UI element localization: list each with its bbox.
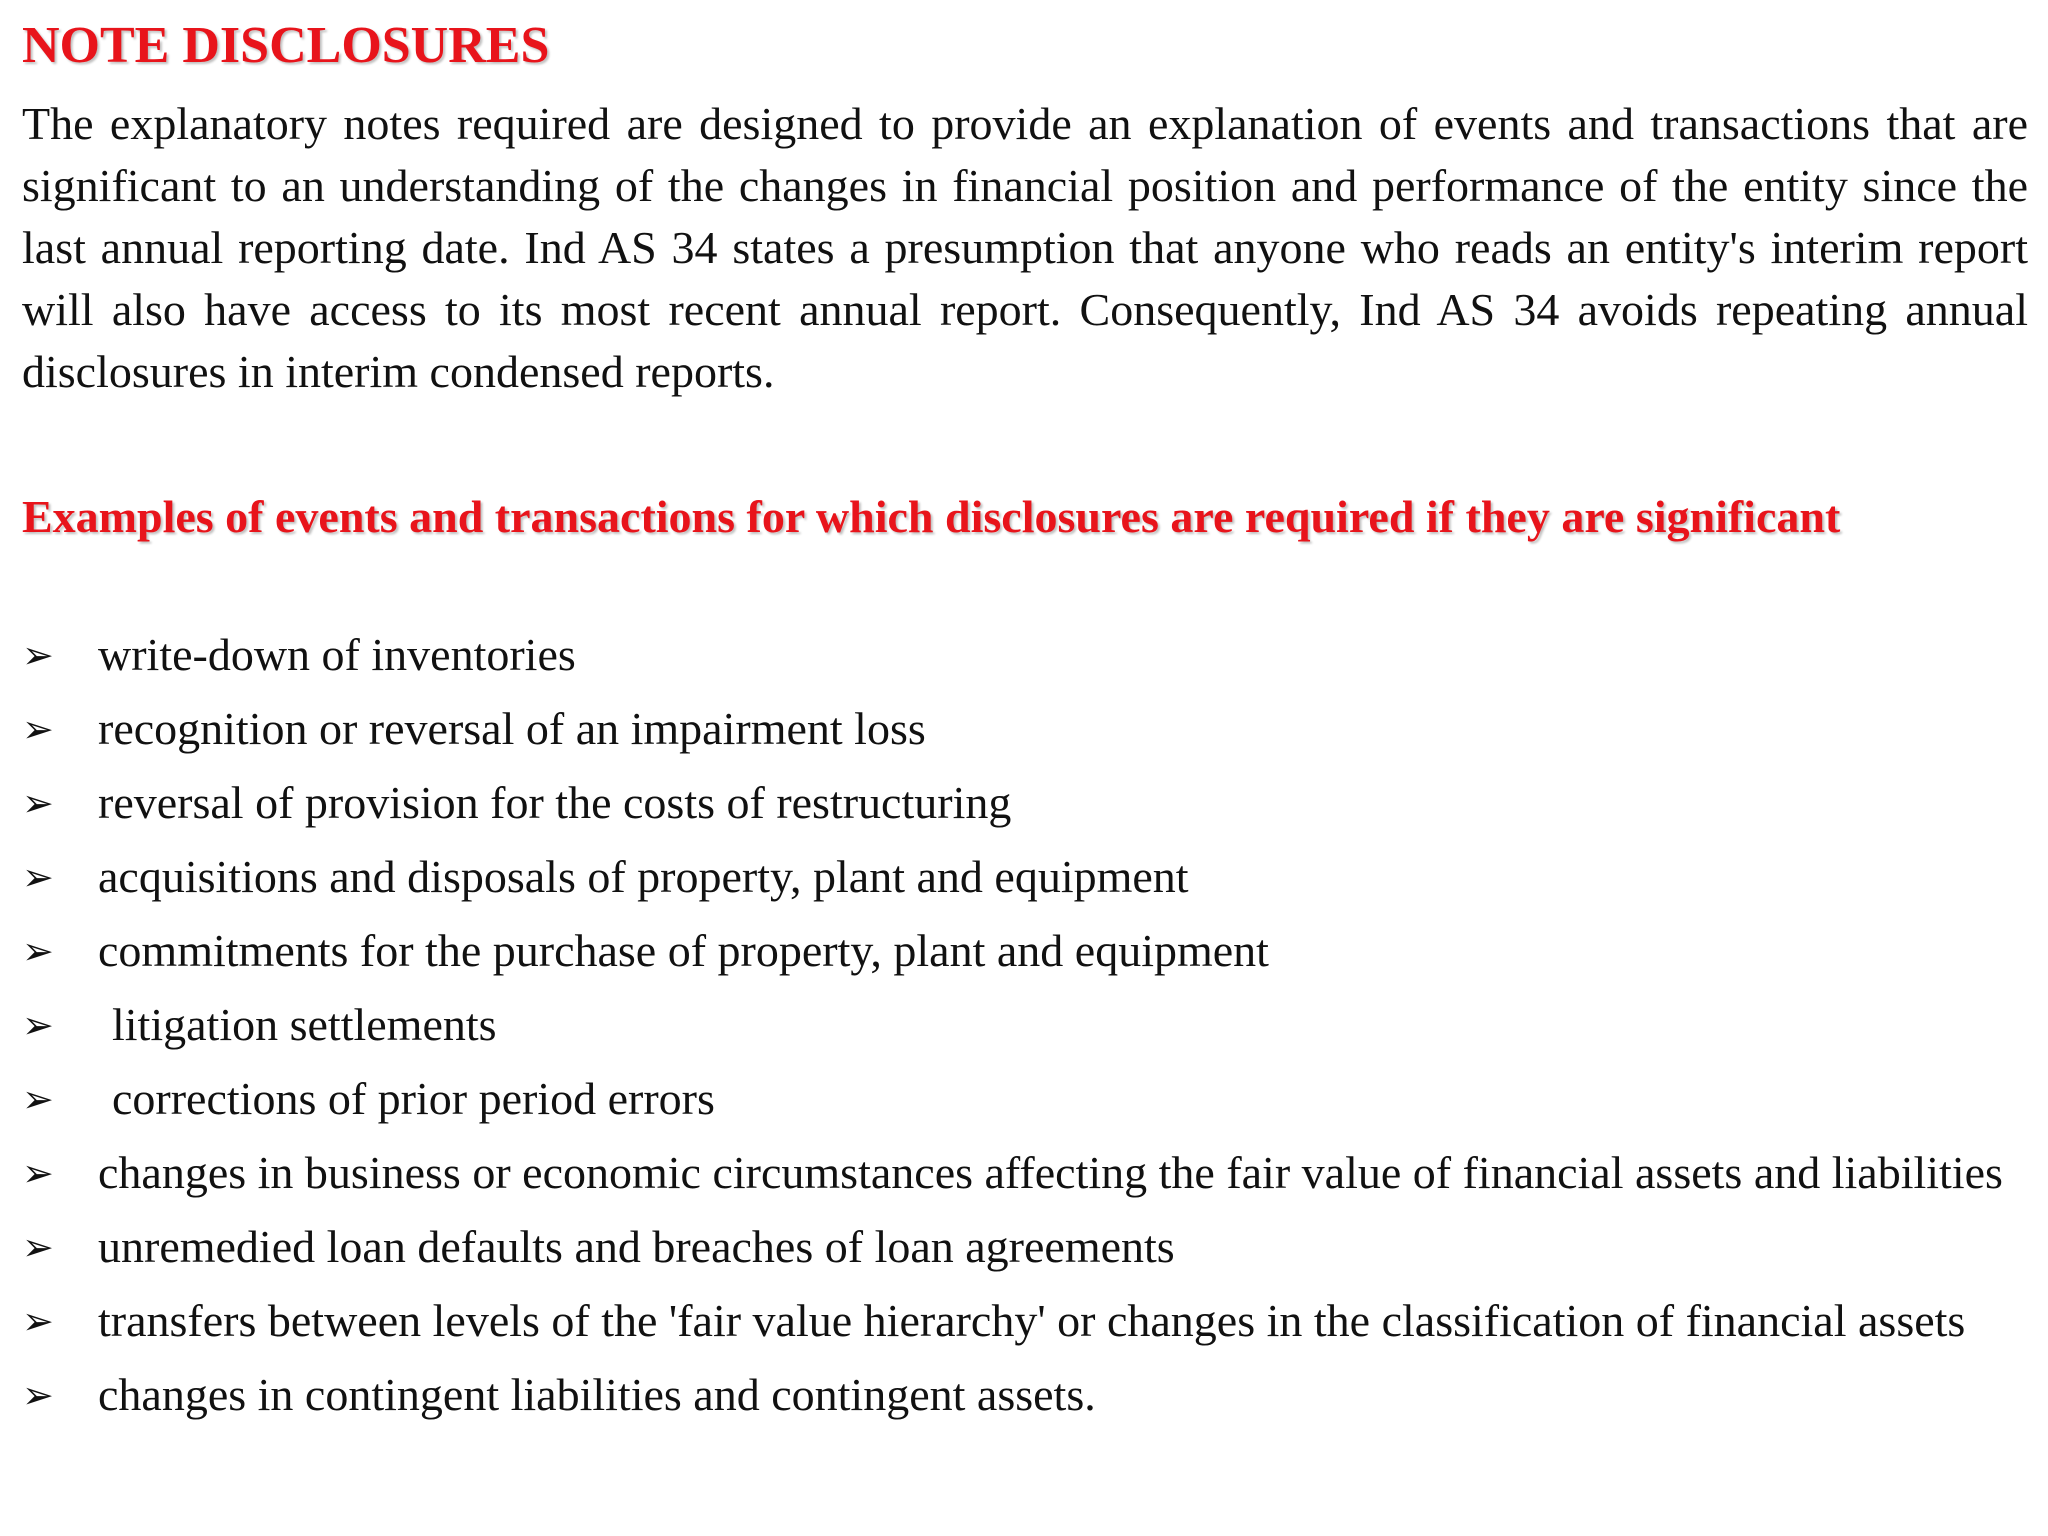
arrow-bullet-icon: ➢ (22, 1003, 54, 1047)
examples-subheading: Examples of events and transactions for which disclosures are required if they are significant (22, 491, 1841, 542)
disclosure-list (22, 624, 2028, 1438)
arrow-bullet-icon: ➢ (22, 855, 54, 899)
list-item: ➢ litigation settlements (22, 994, 2028, 1056)
list-item: ➢ corrections of prior period errors (22, 1068, 2028, 1130)
arrow-bullet-icon: ➢ (22, 1299, 54, 1343)
list-item: ➢ reversal of provision for the costs of restructuring (22, 772, 2028, 834)
list-item: ➢ write-down of inventories (22, 624, 2028, 686)
arrow-bullet-icon: ➢ (22, 1225, 54, 1269)
arrow-bullet-icon: ➢ (22, 707, 54, 751)
arrow-bullet-icon: ➢ (22, 1151, 54, 1195)
slide (22, 0, 2028, 1536)
list-item: ➢ acquisitions and disposals of property, plant and equipment (22, 846, 2028, 908)
list-item: ➢ unremedied loan defaults and breaches of loan agreements (22, 1216, 2028, 1278)
list-item: ➢ commitments for the purchase of property, plant and equipment (22, 920, 2028, 982)
list-item: ➢ changes in business or economic circumstances affecting the fair value of financial assets and liabilities (22, 1142, 2028, 1204)
list-item: ➢ changes in contingent liabilities and contingent assets. (22, 1364, 2028, 1426)
arrow-bullet-icon: ➢ (22, 929, 54, 973)
arrow-bullet-icon: ➢ (22, 1077, 54, 1121)
arrow-bullet-icon: ➢ (22, 781, 54, 825)
arrow-bullet-icon: ➢ (22, 633, 54, 677)
intro-paragraph: The explanatory notes required are designed to provide an explanation of events and transactions that are significant to an understanding of the changes in financial position and performance of the entity since the last annual reporting date. Ind AS 34 states a presumption that anyone who reads an entity's interim report will also have access to its most recent annual report. Consequently, Ind AS 34 avoids repeating annual disclosures in interim condensed reports. (22, 98, 2028, 397)
arrow-bullet-icon: ➢ (22, 1373, 54, 1417)
list-item: ➢ recognition or reversal of an impairment loss (22, 698, 2028, 760)
page-title: NOTE DISCLOSURES (22, 17, 550, 74)
list-item: ➢ transfers between levels of the 'fair value hierarchy' or changes in the classification of financial assets (22, 1290, 2028, 1352)
